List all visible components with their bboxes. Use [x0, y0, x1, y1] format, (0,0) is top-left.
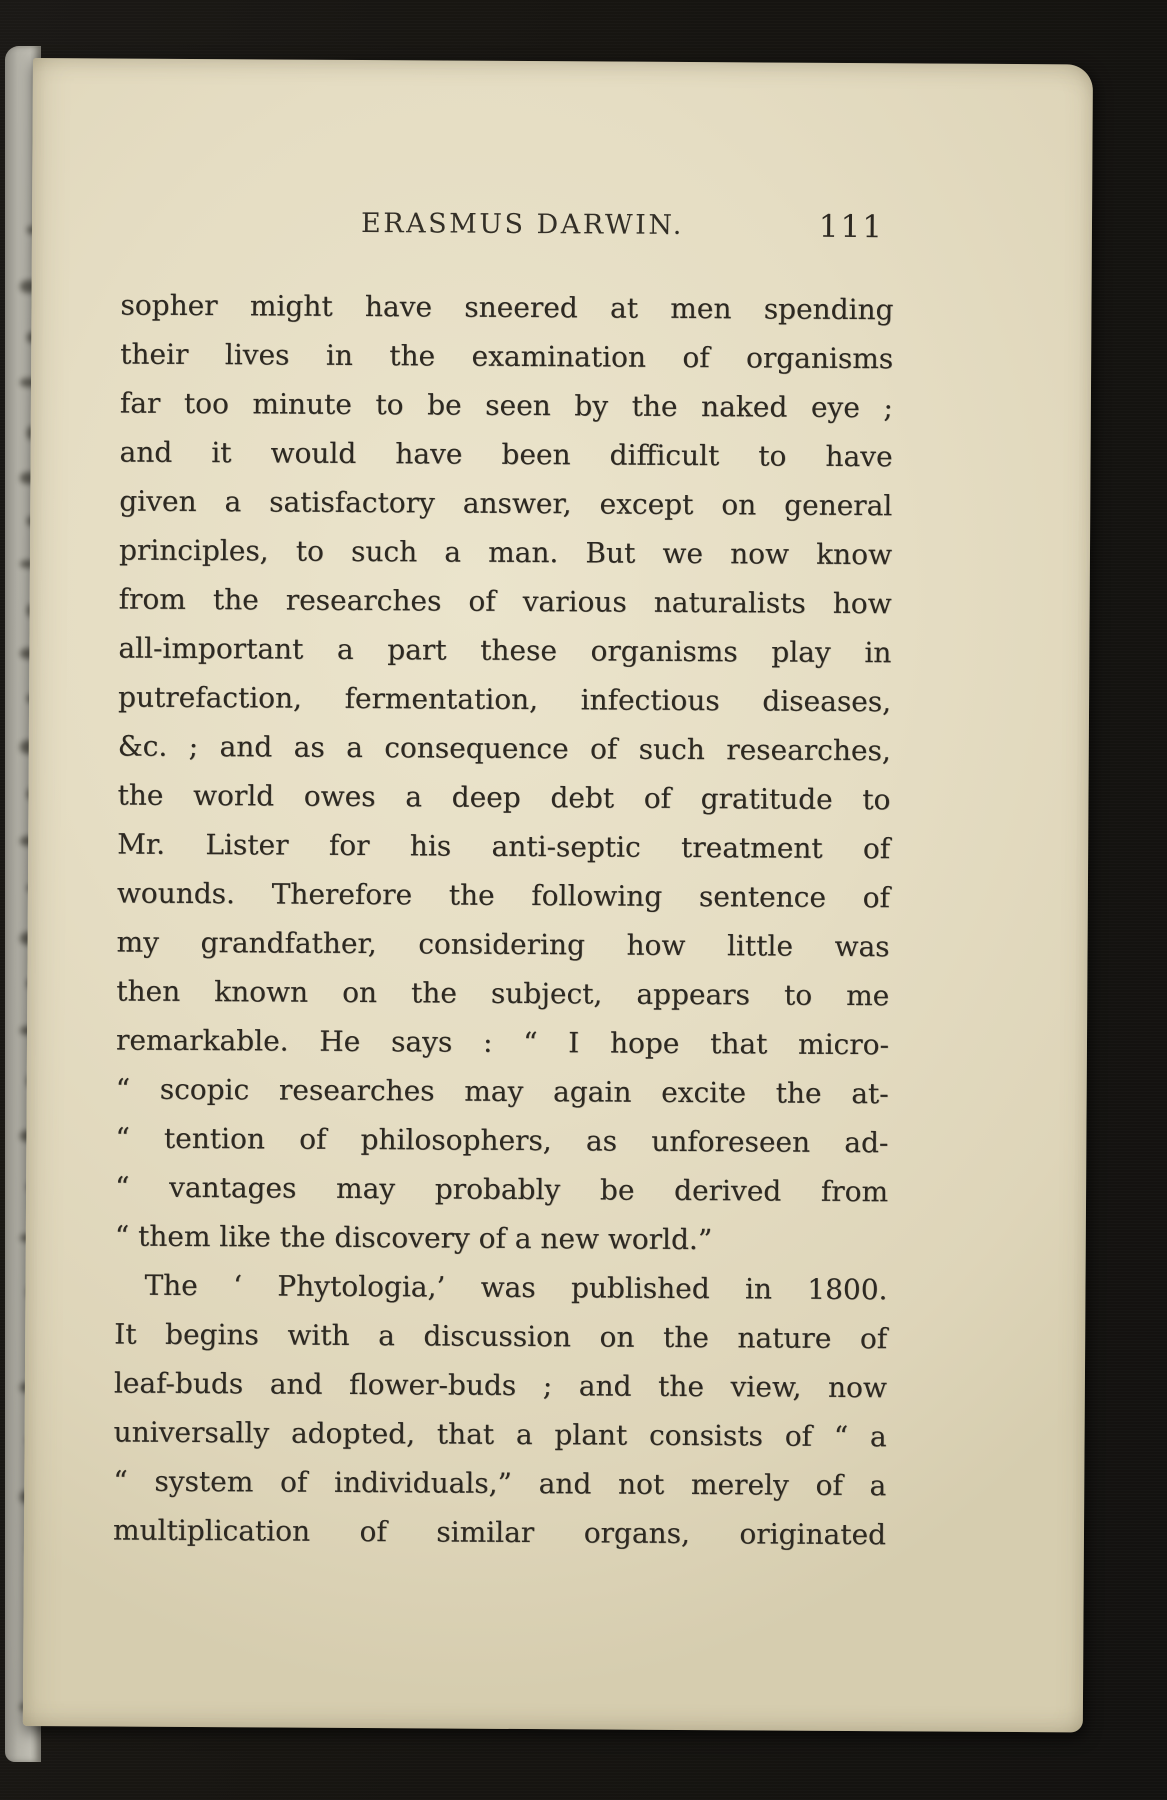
- body-text-column: [113, 281, 894, 1560]
- text-line: “ tention of philosophers, as unforeseen ad-: [115, 1121, 889, 1160]
- text-line: sopher might have sneered at men spending: [120, 288, 894, 327]
- text-line: “ vantages may probably be derived from: [115, 1170, 889, 1209]
- page-number: 111: [818, 208, 885, 246]
- text-line: my grandfather, considering how little was: [116, 925, 890, 964]
- text-line: wounds. Therefore the following sentence of: [116, 876, 890, 915]
- text-line: then known on the subject, appears to me: [116, 974, 890, 1013]
- page-header-row: [121, 207, 894, 252]
- book-page: [23, 58, 1093, 1732]
- text-line: &c. ; and as a consequence of such researches,: [117, 729, 891, 768]
- text-line: putrefaction, fermentation, infectious diseases,: [117, 680, 892, 719]
- text-line: from the researches of various naturalists how: [118, 582, 892, 621]
- text-line: given a satisfactory answer, except on general: [119, 484, 893, 523]
- text-line: their lives in the examination of organisms: [120, 337, 894, 376]
- text-line: all-important a part these organisms play in: [118, 631, 892, 670]
- text-line: It begins with a discussion on the nature of: [114, 1317, 888, 1356]
- text-line: and it would have been difficult to have: [119, 435, 893, 474]
- text-line: “ system of individuals,” and not merely of a: [113, 1464, 887, 1503]
- running-header: ERASMUS DARWIN.: [360, 208, 684, 241]
- text-line: leaf-buds and flower-buds ; and the view, now: [113, 1366, 887, 1405]
- text-line: “ scopic researches may again excite the at-: [115, 1072, 889, 1111]
- text-line: principles, to such a man. But we now know: [118, 533, 893, 572]
- text-line: The ‘ Phytologia,’ was published in 1800.: [144, 1268, 888, 1307]
- text-line: “ them like the discovery of a new world.”: [114, 1219, 713, 1257]
- text-line: Mr. Lister for his anti-septic treatment of: [117, 827, 891, 866]
- text-line: the world owes a deep debt of gratitude to: [117, 778, 891, 817]
- text-line: far too minute to be seen by the naked eye ;: [119, 386, 893, 425]
- text-line: universally adopted, that a plant consists of “ a: [113, 1415, 887, 1454]
- text-line: remarkable. He says : “ I hope that micro-: [115, 1023, 890, 1062]
- text-line: multiplication of similar organs, originated: [112, 1513, 887, 1552]
